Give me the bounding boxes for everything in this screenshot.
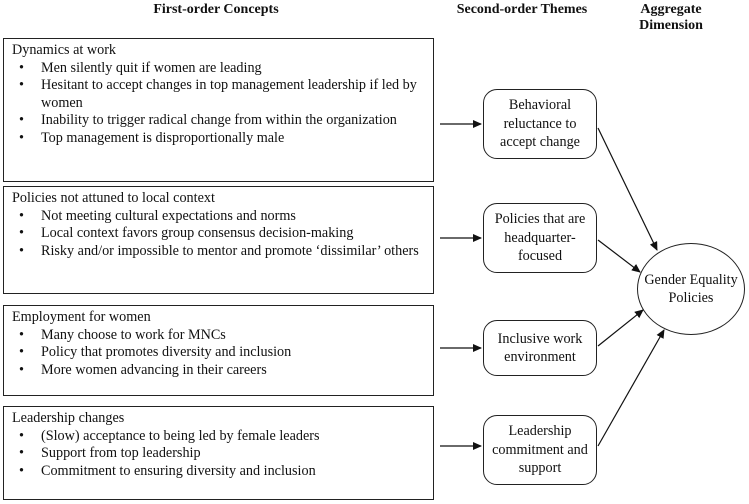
theme-label: Behavioral reluctance to accept change: [500, 97, 580, 151]
concept-title: Dynamics at work: [12, 42, 117, 58]
concept-item: • Policy that promotes diversity and inclusion: [12, 344, 427, 362]
concept-item: • Inability to trigger radical change from within the organization: [12, 112, 427, 130]
aggregate-label: Gender Equality Policies: [644, 272, 738, 306]
arrow-theme-2-to-aggregate: [598, 240, 640, 272]
theme-label: Leadership commitment and support: [492, 423, 588, 477]
concept-title: Leadership changes: [12, 410, 125, 426]
header-aggregate: Aggregate Dimension: [639, 2, 703, 33]
arrow-theme-1-to-aggregate: [598, 128, 657, 250]
concept-item: • Hesitant to accept changes in top management leadership if led by women: [12, 77, 427, 112]
concept-title: Policies not attuned to local context: [12, 190, 215, 206]
header-first-order: First-order Concepts: [153, 2, 279, 17]
arrow-theme-3-to-aggregate: [598, 310, 643, 346]
concept-title: Employment for women: [12, 309, 151, 325]
arrow-theme-4-to-aggregate: [598, 330, 664, 446]
concept-item: • More women advancing in their careers: [12, 362, 427, 380]
concept-item: • Local context favors group consensus decision-making: [12, 225, 427, 243]
concept-item: • Men silently quit if women are leading: [12, 60, 427, 78]
concept-item: • Support from top leadership: [12, 445, 427, 463]
concept-item: • (Slow) acceptance to being led by female leaders: [12, 428, 427, 446]
theme-label: Policies that are headquarter-focused: [494, 211, 586, 265]
concept-item: • Commitment to ensuring diversity and inclusion: [12, 463, 427, 481]
concept-item: • Not meeting cultural expectations and norms: [12, 208, 427, 226]
theme-label: Inclusive work environment: [497, 330, 583, 365]
concept-item: • Risky and/or impossible to mentor and promote ‘dissimilar’ others: [12, 243, 427, 261]
concept-item: • Top management is disproportionally male: [12, 130, 427, 148]
header-second-order: Second-order Themes: [456, 2, 588, 17]
concept-item: • Many choose to work for MNCs: [12, 327, 427, 345]
